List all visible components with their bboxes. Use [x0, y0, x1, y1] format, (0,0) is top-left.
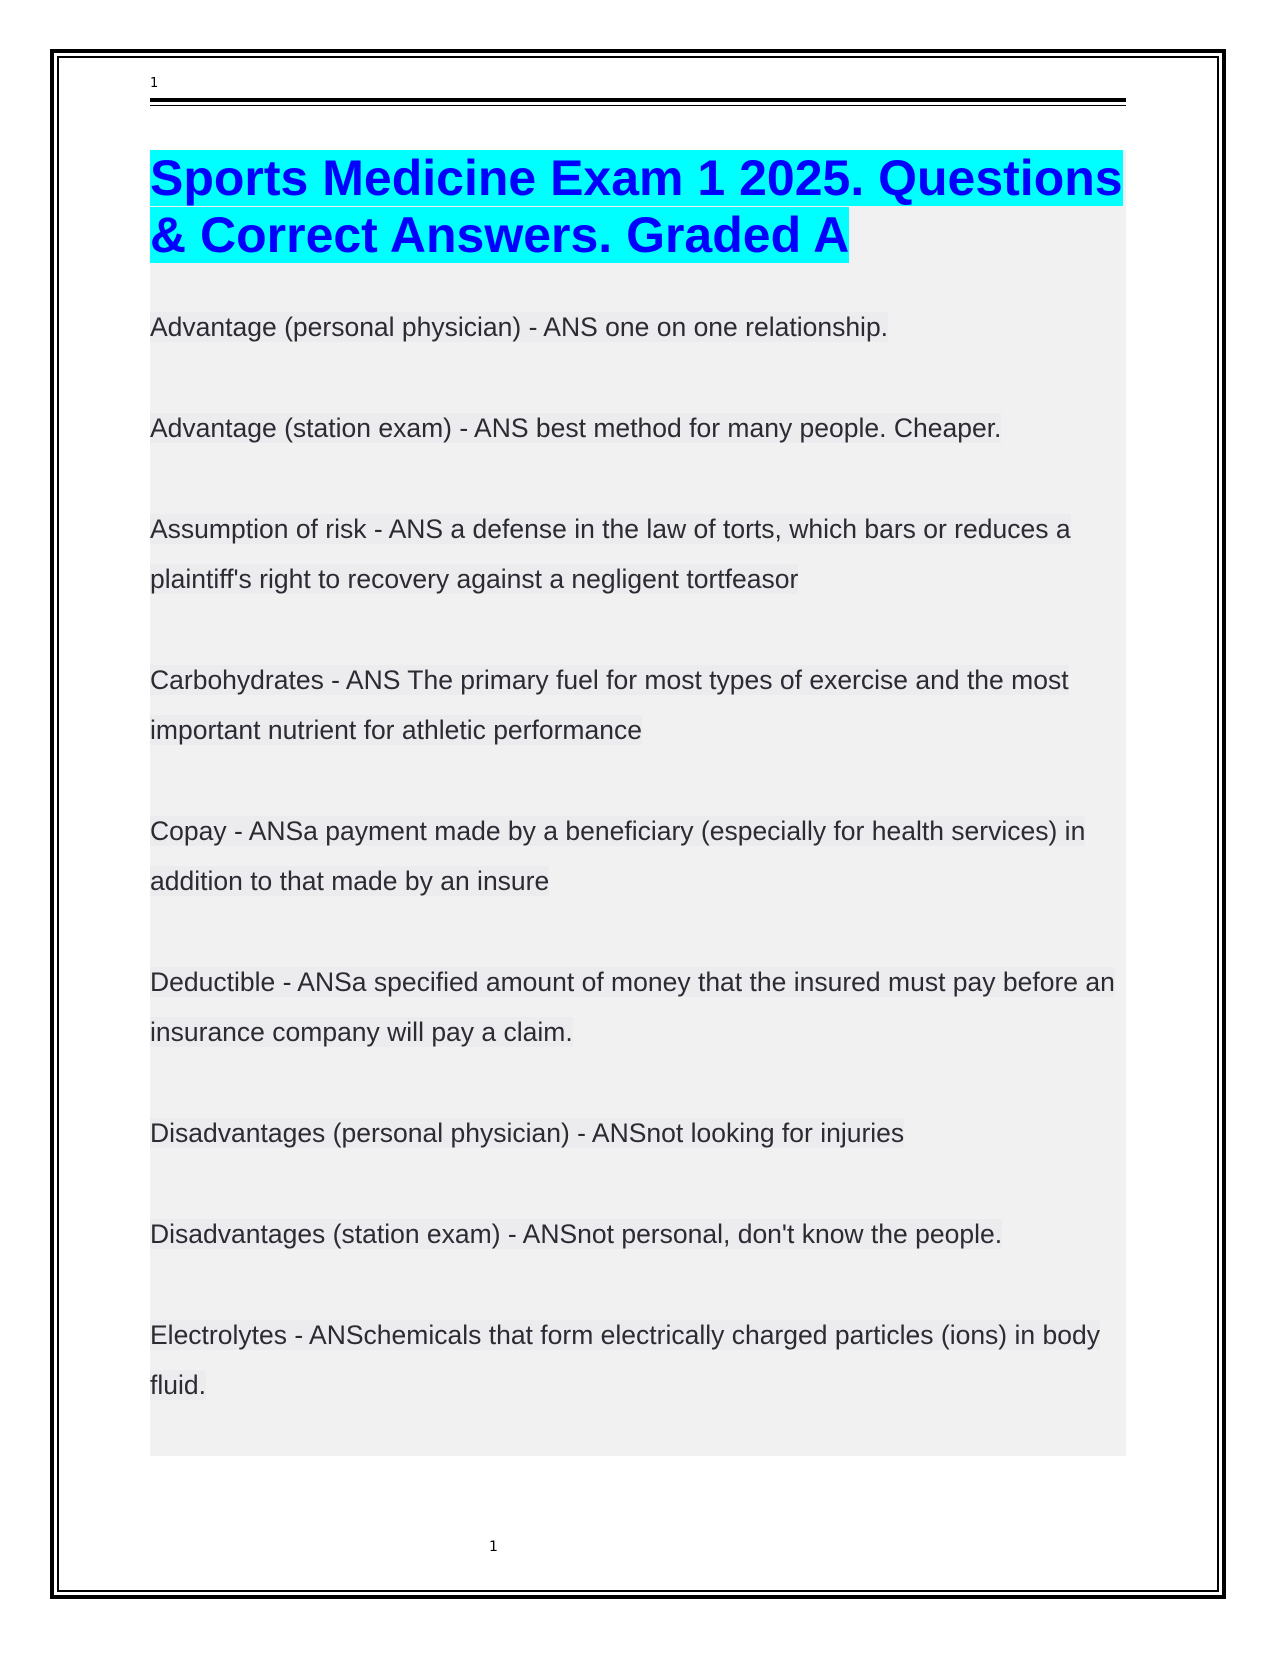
entry-text: Assumption of risk - ANS a defense in the law of torts, which bars or reduces a plaintiff's right to recovery against a negligent tortfeasor [150, 514, 1071, 594]
entry-text: Advantage (personal physician) - ANS one on one relationship. [150, 312, 889, 342]
list-item [150, 1209, 1126, 1259]
entry-text: Copay - ANSa payment made by a beneficiary (especially for health services) in addition to that made by an insure [150, 816, 1086, 896]
entry-text: Advantage (station exam) - ANS best method for many people. Cheaper. [150, 413, 1002, 443]
entry-text: Disadvantages (personal physician) - ANSnot looking for injuries [150, 1118, 905, 1148]
header-rule-thin [150, 105, 1126, 106]
list-item [150, 655, 1126, 755]
list-item [150, 504, 1126, 604]
list-item [150, 1108, 1126, 1158]
list-item [150, 957, 1126, 1057]
list-item [150, 806, 1126, 906]
footer-page-number: 1 [489, 1539, 498, 1555]
entry-text: Carbohydrates - ANS The primary fuel for most types of exercise and the most important nutrient for athletic performance [150, 665, 1069, 745]
list-item [150, 1310, 1126, 1410]
entry-text: Deductible - ANSa specified amount of money that the insured must pay before an insurance company will pay a claim. [150, 967, 1115, 1047]
entry-text: Disadvantages (station exam) - ANSnot personal, don't know the people. [150, 1219, 1003, 1249]
list-item [150, 403, 1126, 453]
list-item [150, 302, 1126, 352]
document-title [150, 150, 1126, 264]
entry-text: Electrolytes - ANSchemicals that form electrically charged particles (ions) in body fluid. [150, 1320, 1100, 1400]
entry-list [150, 302, 1126, 1410]
document-title-text: Sports Medicine Exam 1 2025. Questions & Correct Answers. Graded A [150, 150, 1123, 263]
document-body [150, 150, 1126, 1456]
header-page-number: 1 [150, 76, 159, 91]
header-rule [150, 98, 1126, 102]
